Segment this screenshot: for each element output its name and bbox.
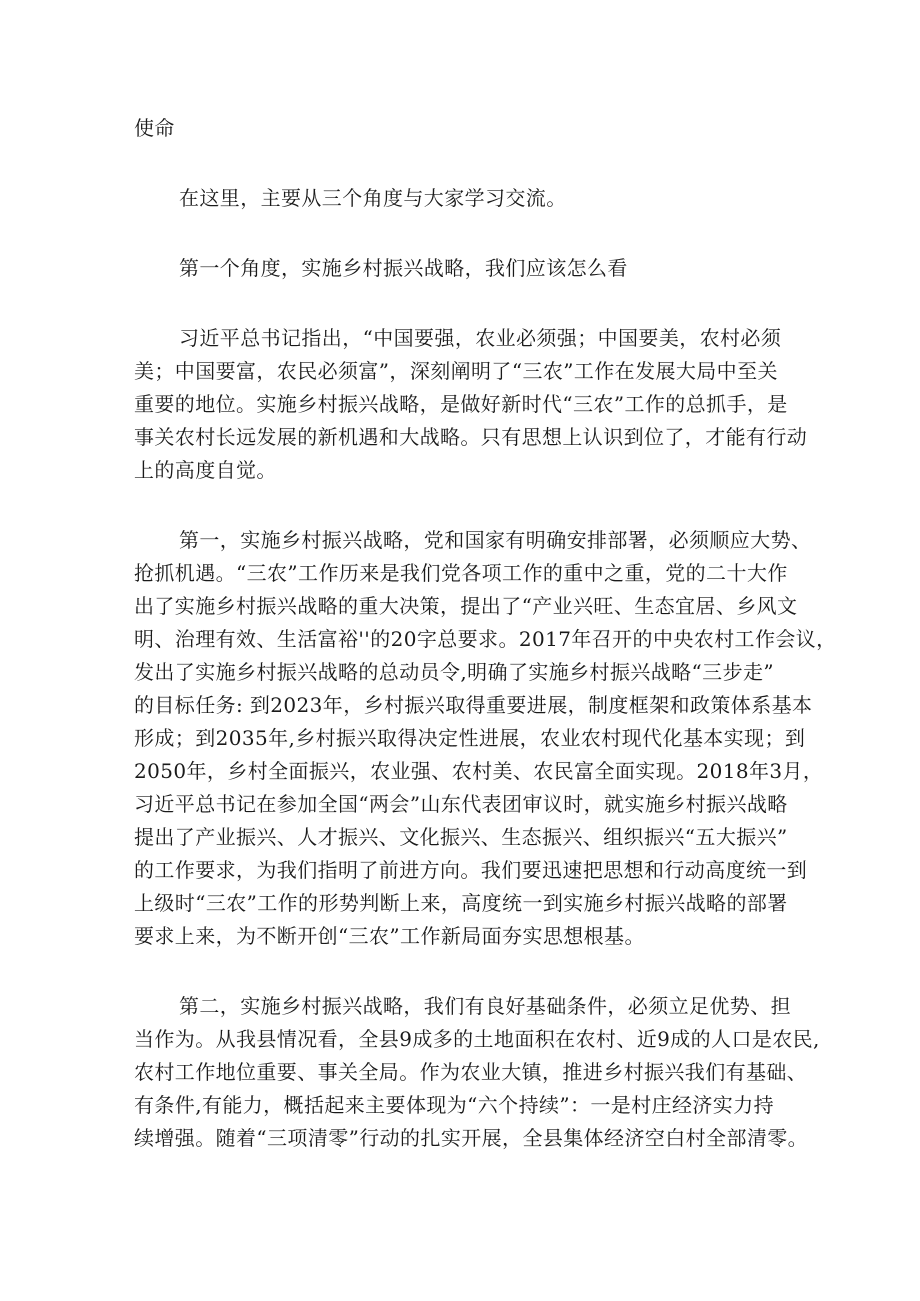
paragraph-line: 的目标任务: 到2023年，乡村振兴取得重要进展，制度框架和政策体系基本 [134,693,813,717]
paragraph-2 [134,524,837,953]
paragraph-line: 习近平总书记在参加全国“两会”山东代表团审议时，就实施乡村振兴战略 [134,792,788,816]
paragraph-line: 发出了实施乡村振兴战略的总动员令,明确了实施乡村振兴战略“三步走” [134,660,775,684]
paragraph-line: 当作为。从我县情况看，全县9成多的土地面积在农村、近9成的人口是农民, [134,1027,820,1051]
paragraph-line: 第二，实施乡村振兴战略，我们有良好基础条件，必须立足优势、担 [179,994,791,1018]
top-fragment: 使命 [134,116,175,140]
paragraph-line: 农村工作地位重要、事关全局。作为农业大镇，推进乡村振兴我们有基础、 [134,1060,808,1084]
paragraph-line: 习近平总书记指出，“中国要强，农业必须强；中国要美，农村必须 [179,326,782,350]
paragraph-line: 形成；到2035年,乡村振兴取得决定性进展，农业农村现代化基本实现；到 [134,726,806,750]
paragraph-line: 第一，实施乡村振兴战略，党和国家有明确安排部署，必须顺应大势、 [179,528,812,552]
paragraph-line: 美；中国要富，农民必须富”，深刻阐明了“三农”工作在发展大局中至关 [134,359,778,383]
paragraph-line: 2050年，乡村全面振兴，农业强、农村美、农民富全面实现。2018年3月， [134,759,824,783]
paragraph-line: 续增强。随着“三项清零”行动的扎实开展，全县集体经济空白村全部清零。 [134,1126,809,1150]
paragraph-line: 有条件,有能力，概括起来主要体现为“六个持续”：一是村庄经济实力持 [134,1093,775,1117]
paragraph-line: 上的高度自觉。 [134,458,277,482]
paragraph-line: 事关农村长远发展的新机遇和大战略。只有思想上认识到位了，才能有行动 [134,425,808,449]
paragraph-3 [134,990,820,1155]
paragraph-line: 抢抓机遇。“三农”工作历来是我们党各项工作的重中之重，党的二十大作 [134,561,788,585]
paragraph-line: 提出了产业振兴、人才振兴、文化振兴、生态振兴、组织振兴“五大振兴” [134,825,788,849]
intro-paragraph: 在这里，主要从三个角度与大家学习交流。 [179,186,567,210]
paragraph-line: 要求上来，为不断开创“三农”工作新局面夯实思想根基。 [134,924,645,948]
section-heading: 第一个角度，实施乡村振兴战略，我们应该怎么看 [179,256,628,280]
paragraph-1 [134,322,808,487]
paragraph-line: 明、治理有效、生活富裕''的20字总要求。2017年召开的中央农村工作会议， [134,627,837,651]
paragraph-line: 上级时“三农”工作的形势判断上来，高度统一到实施乡村振兴战略的部署 [134,891,788,915]
paragraph-line: 重要的地位。实施乡村振兴战略，是做好新时代“三农”工作的总抓手，是 [134,392,788,416]
paragraph-line: 出了实施乡村振兴战略的重大决策，提出了“产业兴旺、生态宜居、乡风文 [134,594,798,618]
document-body [134,112,837,1155]
paragraph-line: 的工作要求，为我们指明了前进方向。我们要迅速把思想和行动高度统一到 [134,858,808,882]
